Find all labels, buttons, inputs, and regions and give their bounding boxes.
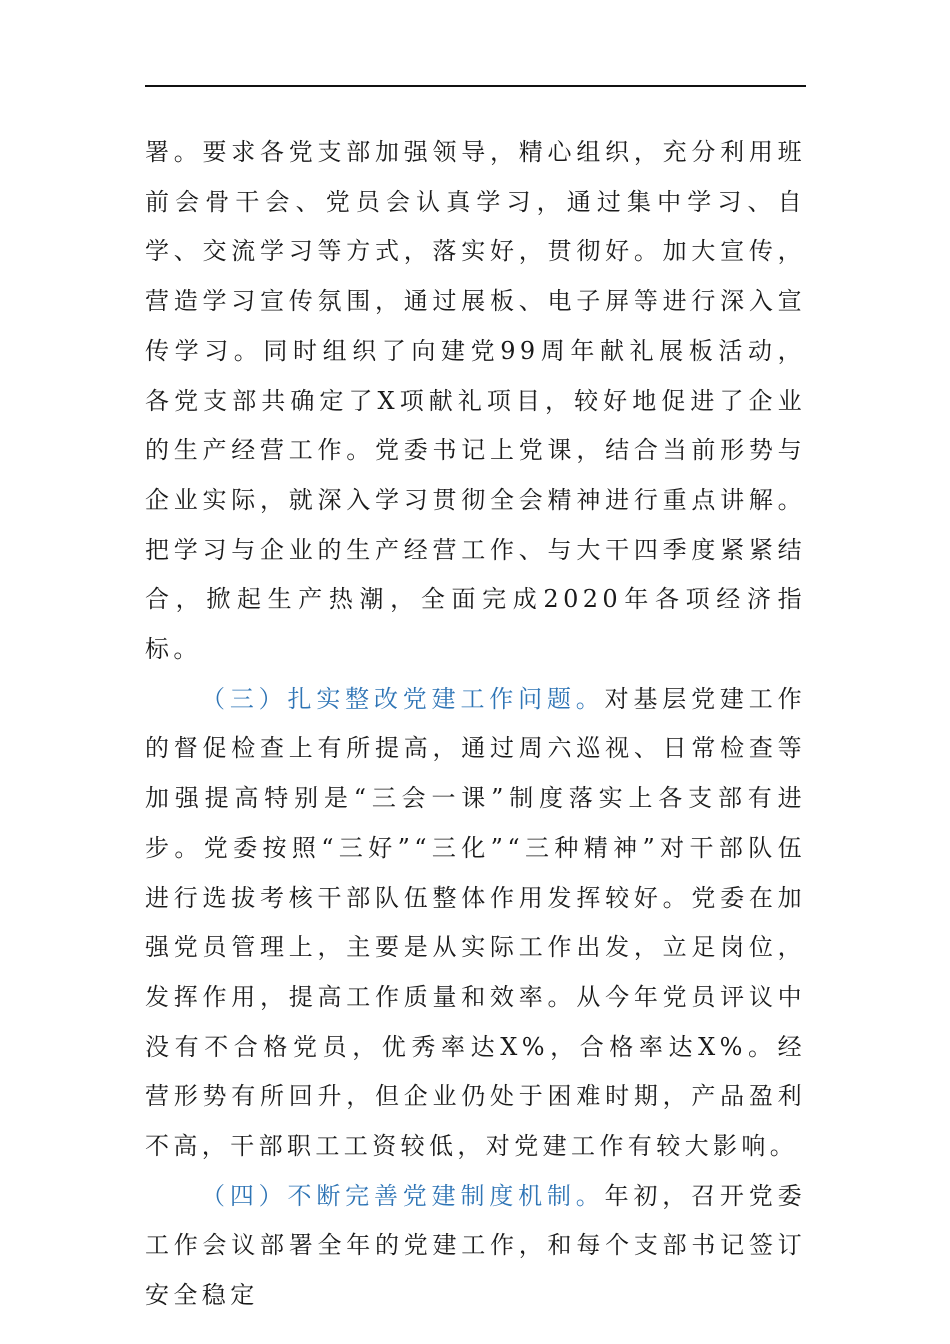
- paragraph-1-text: 署。要求各党支部加强领导，精心组织，充分利用班前会骨干会、党员会认真学习，通过集中学习、自学、交流学习等方式，落实好，贯彻好。加大宣传，营造学习宣传氛围，通过展板、电子屏等进行深入宣传学习。同时组织了向建党99周年献礼展板活动，各党支部共确定了X项献礼项目，较好地促进了企业的生产经营工作。党委书记上党课，结合当前形势与企业实际，就深入学习贯彻全会精神进行重点讲解。把学习与企业的生产经营工作、与大干四季度紧紧结合，掀起生产热潮，全面完成2020年各项经济指标。: [145, 138, 806, 664]
- paragraph-3-text: 年初，召开党委工作会议部署全年的党建工作，和每个支部书记签订安全稳定: [145, 1181, 806, 1310]
- paragraph-1: [145, 128, 806, 675]
- paragraph-2: [145, 675, 806, 1172]
- paragraph-3: [145, 1172, 806, 1321]
- section-heading-4: （四）不断完善党建制度机制。: [201, 1181, 605, 1210]
- section-heading-3: （三）扎实整改党建工作问题。: [201, 684, 605, 713]
- header-rule: [145, 85, 806, 87]
- paragraph-2-text: 对基层党建工作的督促检查上有所提高，通过周六巡视、日常检查等加强提高特别是“三会一课”制度落实上各支部有进步。党委按照“三好”“三化”“三种精神”对干部队伍进行选拔考核干部队伍整体作用发挥较好。党委在加强党员管理上，主要是从实际工作出发，立足岗位，发挥作用，提高工作质量和效率。从今年党员评议中没有不合格党员，优秀率达X%，合格率达X%。经营形势有所回升，但企业仍处于困难时期，产品盈利不高，干部职工工资较低，对党建工作有较大影响。: [145, 684, 806, 1161]
- document-body: [145, 128, 806, 1321]
